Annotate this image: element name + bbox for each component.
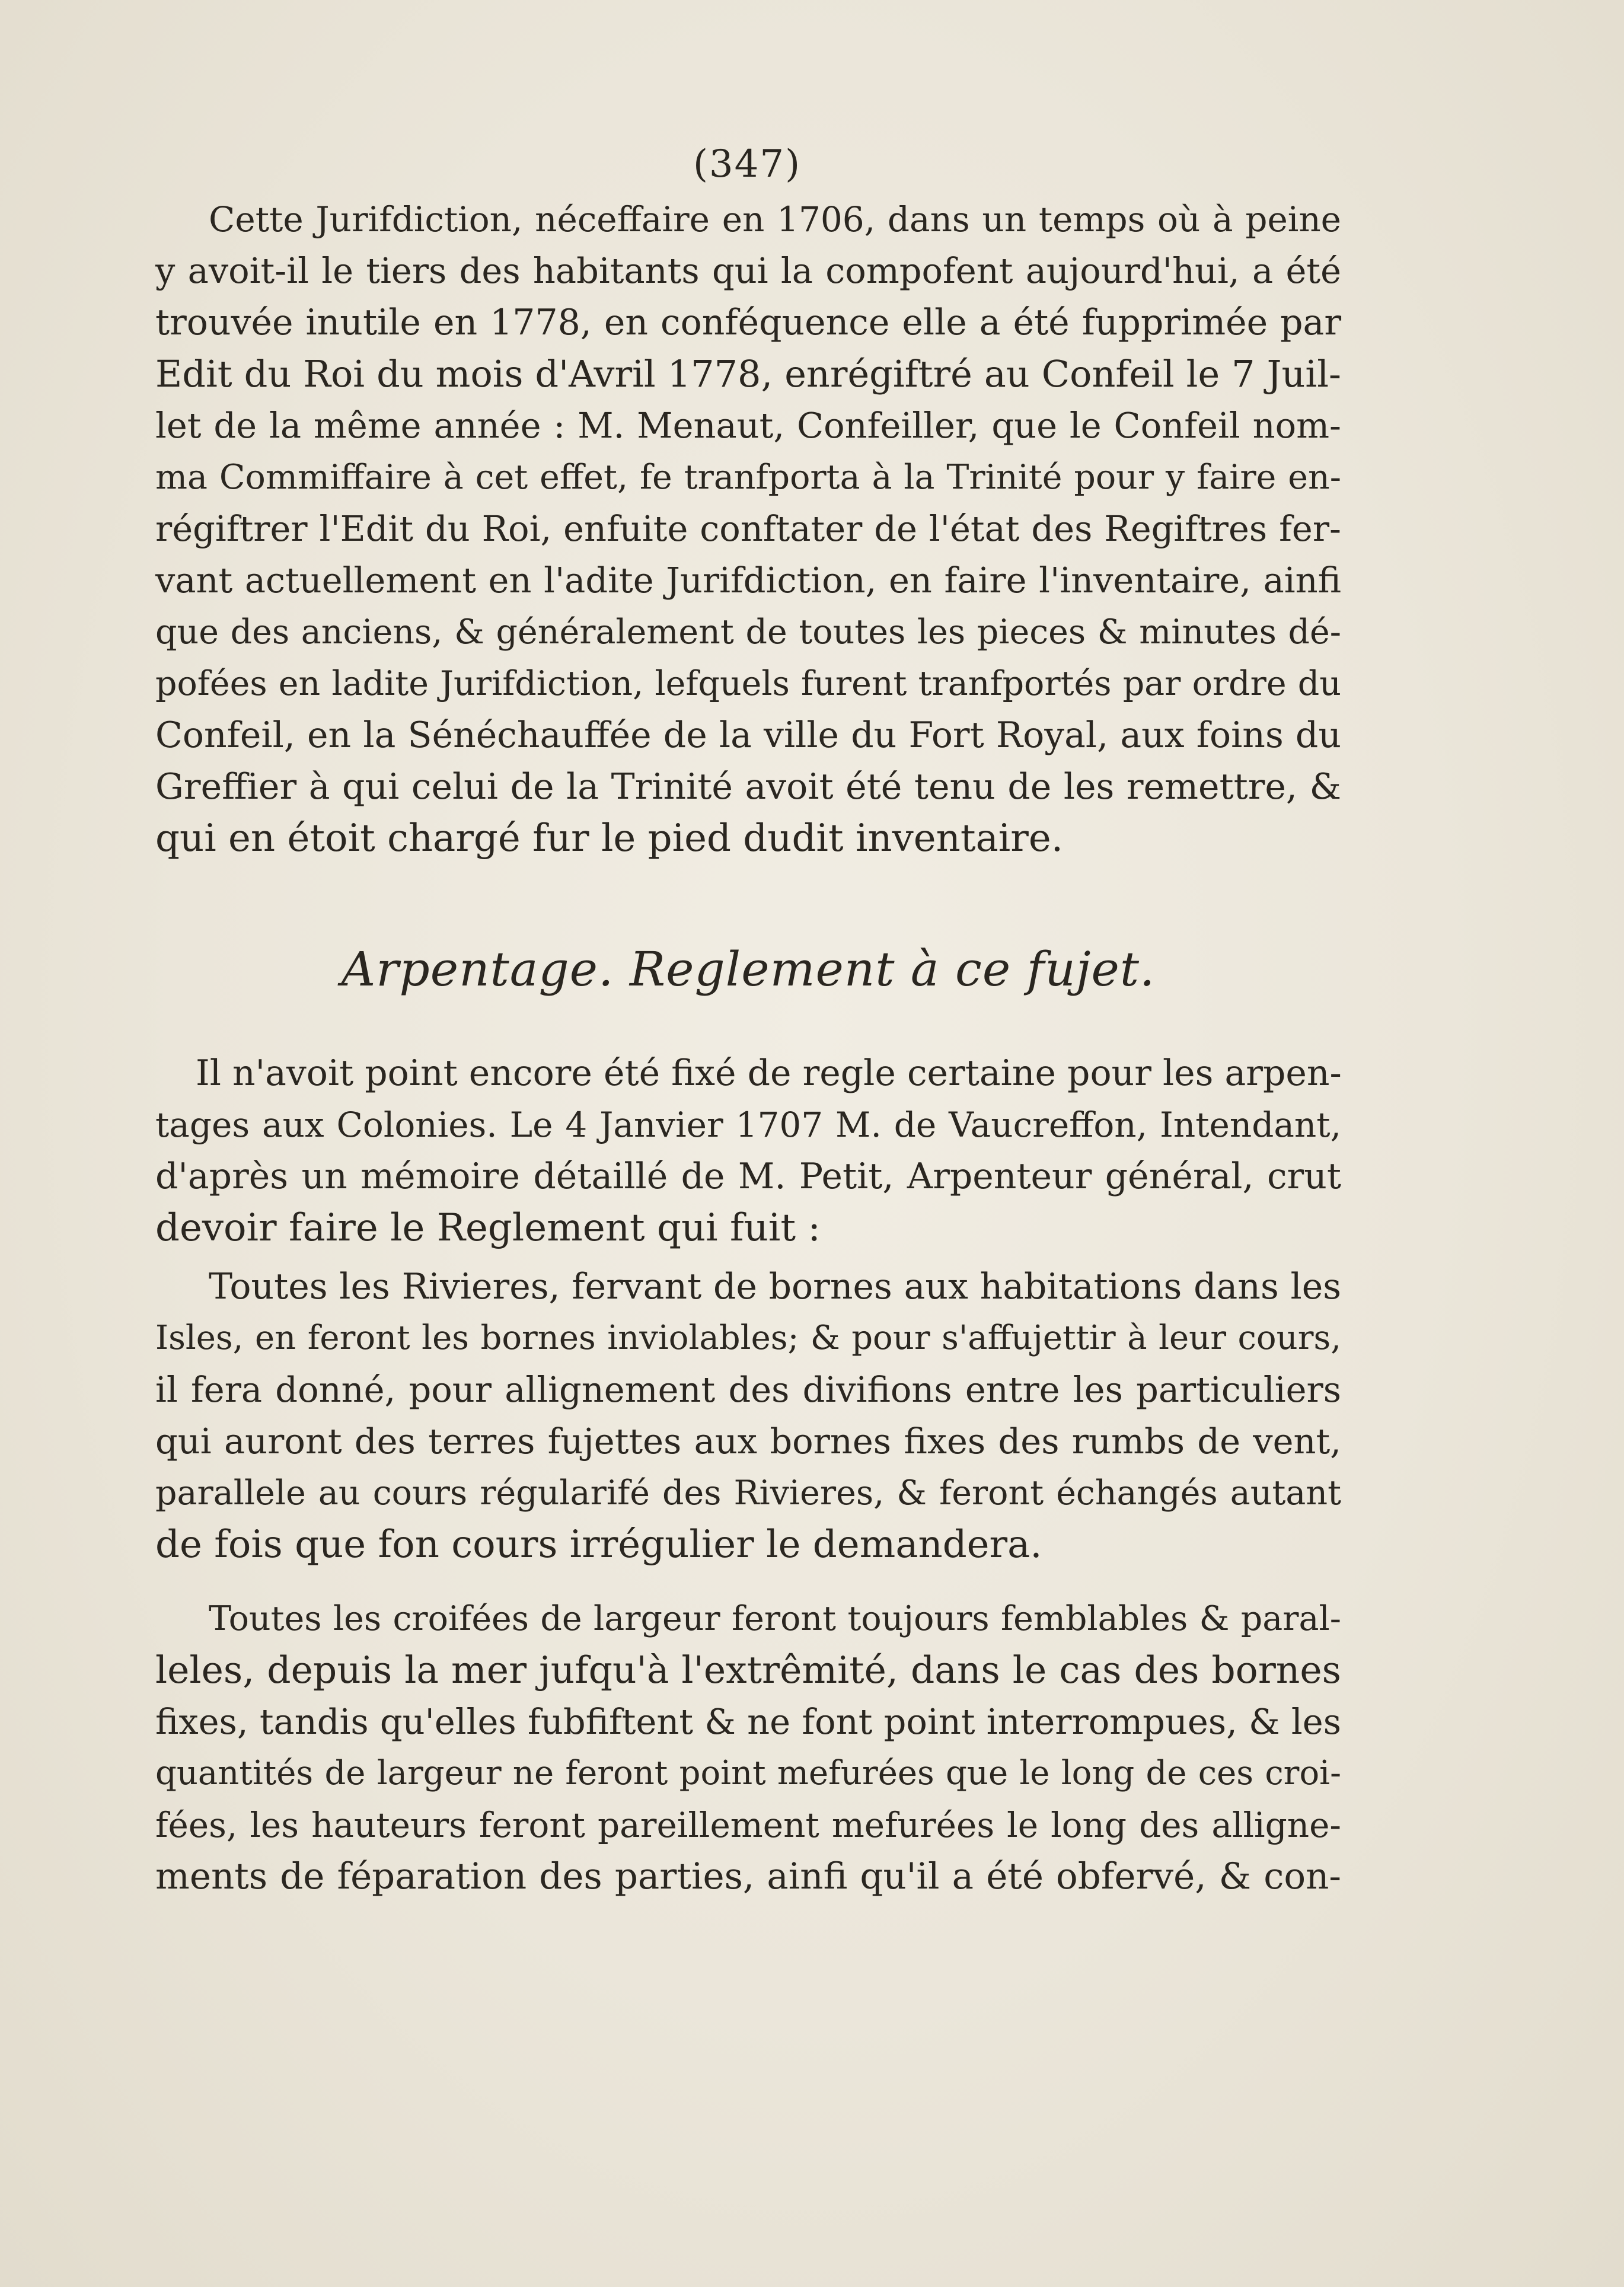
text-line: let de la même année : M. Menaut, Confeiller, que le Confeil nom- — [155, 405, 1341, 446]
text-line: trouvée inutile en 1778, en conféquence elle a été fupprimée par — [155, 302, 1341, 343]
text-line: Confeil, en la Sénéchauffée de la ville du Fort Royal, aux foins du — [155, 715, 1341, 756]
text-line: devoir faire le Reglement qui fuit : — [155, 1206, 821, 1250]
text-line: Isles, en feront les bornes inviolables; & pour s'affujettir à leur cours, — [155, 1319, 1341, 1357]
text-line: qui auront des terres fujettes aux bornes fixes des rumbs de vent, — [155, 1421, 1341, 1462]
text-line: ma Commiffaire à cet effet, fe tranfporta à la Trinité pour y faire en- — [155, 458, 1341, 497]
text-line: qui en étoit chargé fur le pied dudit inventaire. — [155, 816, 1064, 860]
text-line: d'après un mémoire détaillé de M. Petit, Arpenteur général, crut — [155, 1156, 1341, 1197]
text-line: tages aux Colonies. Le 4 Janvier 1707 M. de Vaucreffon, Intendant, — [155, 1105, 1341, 1145]
text-line: leles, depuis la mer jufqu'à l'extrêmité, dans le cas des bornes — [155, 1648, 1341, 1692]
text-line: y avoit-il le tiers des habitants qui la compofent aujourd'hui, a été — [155, 250, 1341, 291]
section-heading: Arpentage. Reglement à ce fujet. — [341, 942, 1156, 997]
text-line: Toutes les Rivieres, fervant de bornes aux habitations dans les — [209, 1266, 1341, 1307]
text-line: Toutes les croifées de largeur feront toujours femblables & paral- — [209, 1599, 1341, 1638]
text-line: pofées en ladite Jurifdiction, lefquels furent tranfportés par ordre du — [155, 664, 1341, 703]
text-line: fées, les hauteurs feront pareillement mefurées le long des alligne- — [155, 1805, 1341, 1845]
text-line: il fera donné, pour allignement des divifions entre les particuliers — [155, 1369, 1341, 1410]
text-line: de fois que fon cours irrégulier le demandera. — [155, 1523, 1042, 1567]
text-line: ments de féparation des parties, ainfi qu'il a été obfervé, & con- — [155, 1855, 1341, 1897]
text-line: Il n'avoit point encore été fixé de regle certaine pour les arpen- — [196, 1052, 1342, 1094]
text-line: vant actuellement en l'adite Jurifdiction, en faire l'inventaire, ainfi — [155, 560, 1341, 601]
text-line: que des anciens, & généralement de toutes les pieces & minutes dé- — [155, 613, 1341, 652]
text-line: parallele au cours régularifé des Rivieres, & feront échangés autant — [155, 1473, 1341, 1513]
text-line: quantités de largeur ne feront point mefurées que le long de ces croi- — [155, 1754, 1341, 1792]
text-line: Cette Jurifdiction, néceffaire en 1706, dans un temps où à peine — [209, 199, 1341, 240]
page-number: (347) — [693, 142, 802, 186]
text-line: fixes, tandis qu'elles fubfiftent & ne font point interrompues, & les — [155, 1701, 1341, 1742]
text-line: Edit du Roi du mois d'Avril 1778, enrégiftré au Confeil le 7 Juil- — [155, 352, 1341, 395]
text-line: Greffier à qui celui de la Trinité avoit été tenu de les remettre, & — [155, 766, 1341, 808]
text-line: régiftrer l'Edit du Roi, enfuite conftater de l'état des Regiftres fer- — [155, 508, 1341, 549]
